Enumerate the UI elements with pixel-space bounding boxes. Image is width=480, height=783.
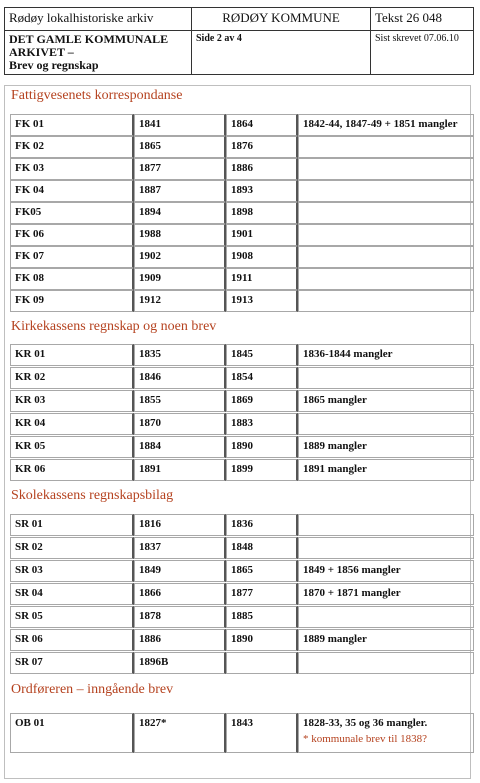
row-note [298, 537, 474, 559]
row-note: 1865 mangler [298, 390, 474, 412]
row-note [298, 268, 474, 290]
page-number: Side 2 av 4 [192, 31, 371, 75]
row-from-year: 1846 [134, 367, 226, 389]
table-row [10, 224, 474, 246]
row-from-year: 1855 [134, 390, 226, 412]
row-to-year: 1883 [226, 413, 298, 435]
row-note [298, 290, 474, 312]
table-row [10, 413, 474, 435]
row-note: 1889 mangler [298, 629, 474, 651]
table-row [10, 136, 474, 158]
title-line-1: DET GAMLE KOMMUNALE ARKIVET – [9, 32, 169, 59]
document-title [5, 31, 192, 75]
row-id: KR 05 [10, 436, 134, 458]
row-to-year: 1886 [226, 158, 298, 180]
row-id: SR 06 [10, 629, 134, 651]
row-to-year: 1908 [226, 246, 298, 268]
table-row [10, 459, 474, 481]
row-id: KR 03 [10, 390, 134, 412]
row-footnote: * kommunale brev til 1838? [303, 733, 428, 745]
row-from-year: 1878 [134, 606, 226, 628]
row-to-year: 1869 [226, 390, 298, 412]
row-id: SR 05 [10, 606, 134, 628]
table-row [10, 390, 474, 412]
row-to-year: 1876 [226, 136, 298, 158]
row-from-year: 1886 [134, 629, 226, 651]
row-id: FK 02 [10, 136, 134, 158]
row-to-year: 1911 [226, 268, 298, 290]
row-to-year: 1848 [226, 537, 298, 559]
row-id: FK 08 [10, 268, 134, 290]
table-row [10, 713, 474, 753]
table-row [10, 560, 474, 582]
row-note [298, 652, 474, 674]
row-note: 1828-33, 35 og 36 mangler. [303, 717, 428, 729]
table-row [10, 629, 474, 651]
table-row [10, 514, 474, 536]
row-from-year: 1837 [134, 537, 226, 559]
row-from-year: 1988 [134, 224, 226, 246]
row-from-year: 1902 [134, 246, 226, 268]
table-row [10, 114, 474, 136]
row-id: SR 02 [10, 537, 134, 559]
municipality-name: RØDØY KOMMUNE [192, 8, 371, 31]
row-from-year: 1849 [134, 560, 226, 582]
row-id: SR 07 [10, 652, 134, 674]
row-to-year: 1845 [226, 344, 298, 366]
row-from-year: 1816 [134, 514, 226, 536]
row-note [298, 158, 474, 180]
section-title-skolekasse: Skolekassens regnskapsbilag [11, 488, 174, 503]
table-row [10, 268, 474, 290]
row-from-year: 1912 [134, 290, 226, 312]
document-header [4, 7, 474, 75]
row-from-year: 1909 [134, 268, 226, 290]
row-to-year: 1890 [226, 629, 298, 651]
row-from-year: 1884 [134, 436, 226, 458]
row-note: 1849 + 1856 mangler [298, 560, 474, 582]
table-row [10, 583, 474, 605]
table-row [10, 246, 474, 268]
row-from-year: 1891 [134, 459, 226, 481]
row-note-cell [298, 713, 474, 753]
row-from-year: 1877 [134, 158, 226, 180]
row-from-year: 1896B [134, 652, 226, 674]
row-to-year: 1854 [226, 367, 298, 389]
row-from-year: 1841 [134, 114, 226, 136]
row-from-year: 1887 [134, 180, 226, 202]
last-written-date: Sist skrevet 07.06.10 [371, 31, 474, 75]
row-note [298, 224, 474, 246]
row-id: FK05 [10, 202, 134, 224]
row-note: 1870 + 1871 mangler [298, 583, 474, 605]
table-row [10, 158, 474, 180]
row-id: FK 03 [10, 158, 134, 180]
archive-name: Rødøy lokalhistoriske arkiv [5, 8, 192, 31]
row-from-year: 1894 [134, 202, 226, 224]
row-note [298, 514, 474, 536]
row-id: SR 04 [10, 583, 134, 605]
row-from-year: 1827* [134, 713, 226, 753]
table-row [10, 537, 474, 559]
row-to-year: 1877 [226, 583, 298, 605]
table-row [10, 436, 474, 458]
row-from-year: 1865 [134, 136, 226, 158]
title-line-2: Brev og regnskap [9, 58, 99, 72]
row-from-year: 1870 [134, 413, 226, 435]
table-row [10, 180, 474, 202]
row-to-year: 1899 [226, 459, 298, 481]
row-to-year: 1913 [226, 290, 298, 312]
row-id: SR 03 [10, 560, 134, 582]
row-id: FK 06 [10, 224, 134, 246]
row-id: FK 01 [10, 114, 134, 136]
row-note [298, 606, 474, 628]
row-id: FK 09 [10, 290, 134, 312]
row-to-year: 1843 [226, 713, 298, 753]
section-title-kirkekasse: Kirkekassens regnskap og noen brev [11, 319, 217, 334]
table-row [10, 652, 474, 674]
section-title-fattigvesen: Fattigvesenets korrespondanse [11, 88, 183, 103]
row-id: KR 04 [10, 413, 134, 435]
row-note [298, 413, 474, 435]
table-row [10, 290, 474, 312]
row-id: FK 04 [10, 180, 134, 202]
row-note: 1836-1844 mangler [298, 344, 474, 366]
row-to-year: 1890 [226, 436, 298, 458]
row-to-year: 1885 [226, 606, 298, 628]
row-id: FK 07 [10, 246, 134, 268]
row-from-year: 1835 [134, 344, 226, 366]
table-row [10, 606, 474, 628]
row-note [298, 180, 474, 202]
row-id: OB 01 [10, 713, 134, 753]
table-row [10, 344, 474, 366]
row-note: 1891 mangler [298, 459, 474, 481]
row-to-year: 1898 [226, 202, 298, 224]
section-title-ordforer: Ordføreren – inngående brev [11, 682, 174, 697]
row-note [298, 246, 474, 268]
table-row [10, 202, 474, 224]
row-to-year: 1901 [226, 224, 298, 246]
table-row [10, 367, 474, 389]
row-from-year: 1866 [134, 583, 226, 605]
document-code: Tekst 26 048 [371, 8, 474, 31]
row-note [298, 367, 474, 389]
archive-list-sheet [4, 85, 471, 779]
row-note [298, 202, 474, 224]
row-id: KR 01 [10, 344, 134, 366]
row-to-year: 1893 [226, 180, 298, 202]
row-to-year: 1864 [226, 114, 298, 136]
row-note: 1889 mangler [298, 436, 474, 458]
row-to-year: 1836 [226, 514, 298, 536]
row-note [298, 136, 474, 158]
row-to-year: 1865 [226, 560, 298, 582]
row-to-year [226, 652, 298, 674]
row-id: KR 02 [10, 367, 134, 389]
row-id: KR 06 [10, 459, 134, 481]
row-id: SR 01 [10, 514, 134, 536]
row-note: 1842-44, 1847-49 + 1851 mangler [298, 114, 474, 136]
